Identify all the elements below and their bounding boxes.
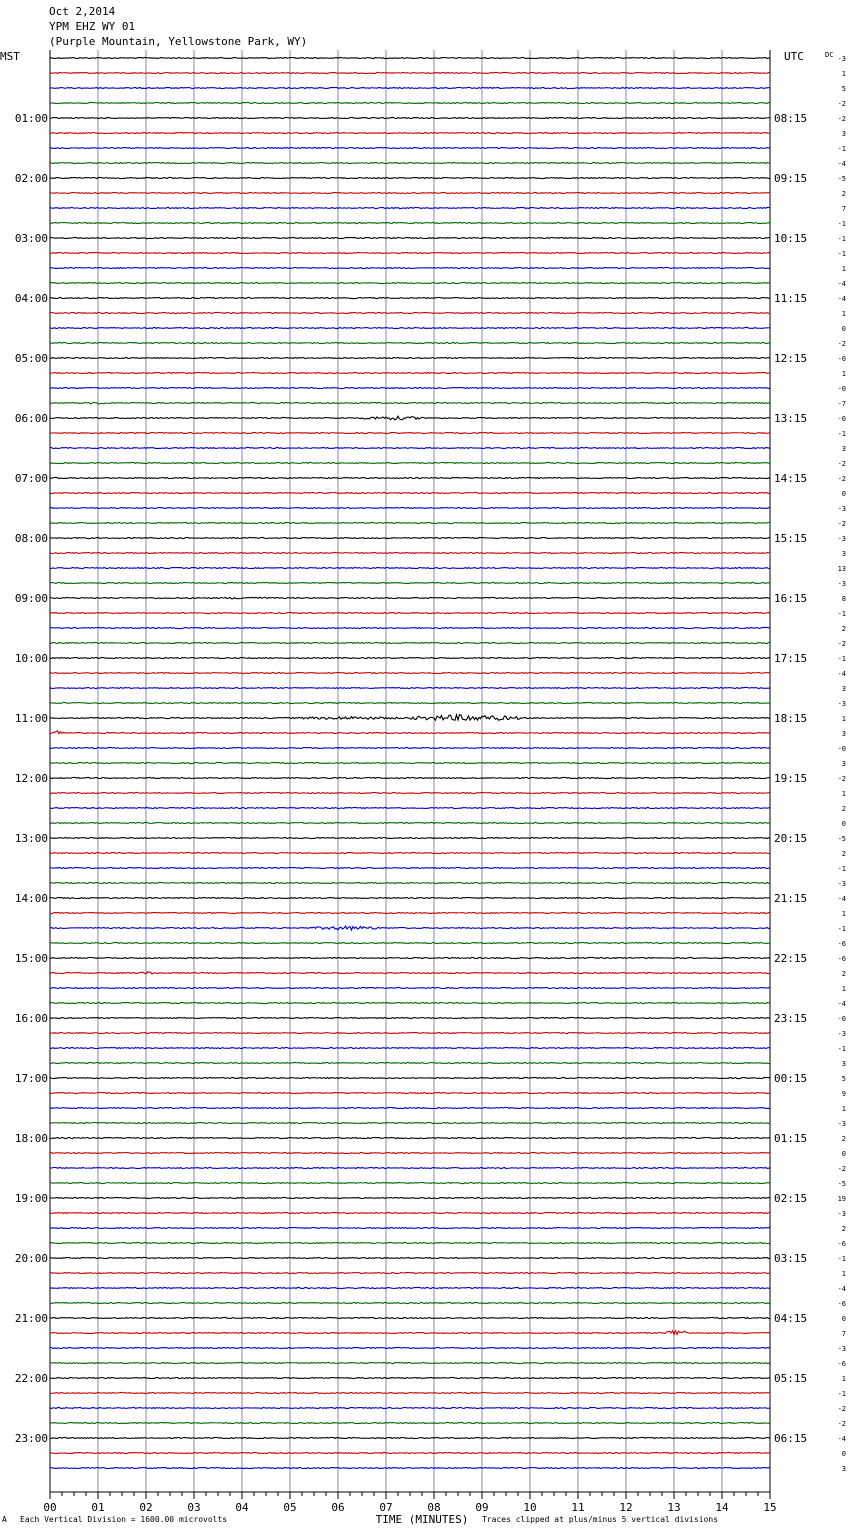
trace-line — [50, 1377, 770, 1378]
trace-line — [50, 852, 770, 853]
dc-offset-value: -2 — [837, 775, 846, 783]
dc-offset-value: -5 — [837, 1180, 846, 1188]
trace-line — [50, 582, 770, 583]
trace-line — [50, 72, 770, 73]
dc-offset-value: -3 — [837, 1120, 846, 1128]
trace-line — [50, 522, 770, 523]
trace-line — [50, 1392, 770, 1393]
dc-offset-value: -5 — [837, 175, 846, 183]
trace-line — [50, 1362, 770, 1363]
dc-header: DC — [825, 51, 834, 59]
dc-offset-value: -3 — [837, 1030, 846, 1038]
date-label: Oct 2,2014 — [49, 5, 116, 18]
left-hour-label: 17:00 — [14, 1072, 48, 1085]
left-hour-label: 22:00 — [14, 1372, 48, 1385]
dc-offset-value: -6 — [837, 955, 846, 963]
right-hour-label: 10:15 — [774, 232, 808, 245]
dc-offset-value: -0 — [837, 415, 846, 423]
trace-line — [50, 207, 770, 208]
dc-offset-value: -1 — [837, 220, 846, 228]
trace-line — [50, 372, 770, 373]
dc-offset-value: -4 — [837, 1435, 846, 1443]
x-axis-label: TIME (MINUTES) — [375, 1513, 469, 1526]
x-tick-label: 10 — [523, 1501, 537, 1514]
trace-line — [50, 1107, 770, 1108]
trace-line — [50, 1152, 770, 1153]
trace-line — [50, 1287, 770, 1288]
dc-offset-value: 1 — [841, 310, 846, 318]
dc-offset-value: -2 — [837, 340, 846, 348]
x-tick-label: 00 — [43, 1501, 57, 1514]
dc-offset-value: -6 — [837, 1360, 846, 1368]
left-hour-label: 04:00 — [14, 292, 48, 305]
dc-offset-value: -7 — [837, 400, 846, 408]
left-hour-label: 23:00 — [14, 1432, 48, 1445]
dc-offset-value: 19 — [837, 1195, 846, 1203]
left-hour-label: 09:00 — [14, 592, 48, 605]
x-tick-label: 13 — [667, 1501, 681, 1514]
right-hour-label: 02:15 — [774, 1192, 808, 1205]
trace-line — [50, 777, 770, 778]
trace-line — [50, 1062, 770, 1063]
dc-offset-value: 1 — [841, 910, 846, 918]
trace-line — [50, 702, 770, 703]
dc-offset-value: 3 — [841, 445, 846, 453]
trace-line — [50, 312, 770, 313]
station-label: YPM EHZ WY 01 — [49, 20, 136, 33]
right-hour-label: 15:15 — [774, 532, 808, 545]
trace-line — [50, 612, 770, 613]
dc-offset-value: -3 — [837, 880, 846, 888]
right-hour-label: 22:15 — [774, 952, 808, 965]
trace-line — [50, 1317, 770, 1318]
trace-line — [50, 642, 770, 643]
trace-line — [50, 297, 770, 298]
dc-offset-value: 1 — [841, 985, 846, 993]
right-hour-label: 04:15 — [774, 1312, 808, 1325]
trace-line — [50, 1122, 770, 1123]
left-hour-label: 15:00 — [14, 952, 48, 965]
left-hour-label: 06:00 — [14, 412, 48, 425]
trace-line — [50, 657, 770, 658]
dc-offset-value: 0 — [841, 1150, 846, 1158]
dc-offset-value: -2 — [837, 1405, 846, 1413]
left-hour-label: 14:00 — [14, 892, 48, 905]
dc-offset-value: -0 — [837, 1015, 846, 1023]
dc-offset-value: 1 — [841, 715, 846, 723]
right-hour-label: 12:15 — [774, 352, 808, 365]
dc-offset-value: -1 — [837, 1045, 846, 1053]
trace-line — [50, 627, 770, 628]
trace-line — [50, 987, 770, 988]
x-tick-label: 12 — [619, 1501, 633, 1514]
dc-offset-value: 7 — [841, 205, 846, 213]
dc-offset-value: 1 — [841, 790, 846, 798]
location-label: (Purple Mountain, Yellowstone Park, WY) — [49, 35, 308, 48]
trace-line — [50, 162, 770, 163]
dc-offset-value: -1 — [837, 865, 846, 873]
x-tick-label: 14 — [715, 1501, 729, 1514]
dc-offset-value: -4 — [837, 670, 846, 678]
x-tick-label: 11 — [571, 1501, 585, 1514]
x-tick-label: 06 — [331, 1501, 345, 1514]
dc-offset-value: 0 — [841, 1450, 846, 1458]
trace-line — [50, 1017, 770, 1018]
trace-line — [50, 1242, 770, 1243]
dc-offset-value: -3 — [837, 580, 846, 588]
left-hour-label: 20:00 — [14, 1252, 48, 1265]
dc-offset-value: 3 — [841, 760, 846, 768]
trace-line — [50, 222, 770, 223]
trace-line — [50, 402, 770, 404]
x-tick-label: 09 — [475, 1501, 489, 1514]
dc-offset-value: -5 — [837, 835, 846, 843]
dc-offset-value: -6 — [837, 1300, 846, 1308]
dc-offset-value: 8 — [841, 595, 846, 603]
trace-line — [50, 1467, 770, 1468]
trace-line — [50, 942, 770, 943]
trace-line — [50, 867, 770, 868]
right-hour-label: 17:15 — [774, 652, 808, 665]
left-hour-label: 07:00 — [14, 472, 48, 485]
dc-offset-value: -3 — [837, 700, 846, 708]
dc-offset-value: 3 — [841, 1465, 846, 1473]
dc-offset-value: 13 — [837, 565, 846, 573]
dc-offset-value: -4 — [837, 280, 846, 288]
trace-line — [50, 357, 770, 358]
trace-line — [50, 327, 770, 328]
trace-line — [50, 1437, 770, 1438]
right-hour-label: 20:15 — [774, 832, 808, 845]
trace-line — [50, 387, 770, 388]
dc-offset-value: 2 — [841, 850, 846, 858]
trace-line — [50, 1452, 770, 1453]
dc-offset-value: -3 — [837, 1210, 846, 1218]
dc-offset-value: -1 — [837, 1255, 846, 1263]
right-hour-label: 05:15 — [774, 1372, 808, 1385]
trace-line — [50, 537, 770, 538]
trace-line — [50, 1032, 770, 1033]
trace-line — [50, 1422, 770, 1423]
right-hour-label: 08:15 — [774, 112, 808, 125]
dc-offset-value: 2 — [841, 1225, 846, 1233]
trace-line — [50, 416, 770, 420]
trace-line — [50, 1347, 770, 1348]
trace-line — [50, 1302, 770, 1303]
dc-offset-value: 3 — [841, 730, 846, 738]
dc-offset-value: -1 — [837, 925, 846, 933]
dc-offset-value: 5 — [841, 85, 846, 93]
right-hour-label: 06:15 — [774, 1432, 808, 1445]
right-hour-label: 14:15 — [774, 472, 808, 485]
dc-offset-value: 3 — [841, 550, 846, 558]
x-tick-label: 01 — [91, 1501, 105, 1514]
dc-offset-value: 2 — [841, 190, 846, 198]
dc-offset-value: -1 — [837, 610, 846, 618]
dc-offset-value: -0 — [837, 745, 846, 753]
trace-line — [50, 252, 770, 253]
dc-offset-value: -2 — [837, 520, 846, 528]
dc-offset-value: -4 — [837, 895, 846, 903]
dc-offset-value: -2 — [837, 1420, 846, 1428]
scale-note: Each Vertical Division = 1600.00 microvolts — [20, 1515, 228, 1524]
trace-line — [50, 926, 770, 930]
left-hour-label: 16:00 — [14, 1012, 48, 1025]
trace-line — [50, 1212, 770, 1213]
trace-line — [50, 87, 770, 88]
dc-offset-value: 0 — [841, 325, 846, 333]
trace-line — [50, 1167, 770, 1168]
trace-line — [50, 912, 770, 913]
trace-line — [50, 552, 770, 553]
trace-line — [50, 1227, 770, 1228]
dc-offset-value: 5 — [841, 1075, 846, 1083]
right-hour-label: 11:15 — [774, 292, 808, 305]
trace-line — [50, 972, 770, 974]
dc-offset-value: 2 — [841, 805, 846, 813]
left-hour-label: 05:00 — [14, 352, 48, 365]
dc-offset-value: -2 — [837, 640, 846, 648]
left-hour-label: 10:00 — [14, 652, 48, 665]
trace-line — [50, 1257, 770, 1258]
dc-offset-value: 0 — [841, 490, 846, 498]
trace-line — [50, 192, 770, 193]
left-hour-label: 08:00 — [14, 532, 48, 545]
dc-offset-value: -3 — [837, 55, 846, 63]
trace-line — [50, 462, 770, 463]
trace-line — [50, 267, 770, 268]
dc-offset-value: -1 — [837, 430, 846, 438]
left-hour-label: 18:00 — [14, 1132, 48, 1145]
dc-offset-value: -6 — [837, 940, 846, 948]
trace-line — [50, 177, 770, 178]
dc-offset-value: 1 — [841, 1270, 846, 1278]
clip-note: Traces clipped at plus/minus 5 vertical divisions — [482, 1515, 719, 1524]
trace-line — [50, 1197, 770, 1198]
x-tick-label: 15 — [763, 1501, 777, 1514]
dc-offset-value: 3 — [841, 685, 846, 693]
trace-line — [50, 1077, 770, 1078]
trace-line — [50, 597, 770, 599]
x-tick-label: 08 — [427, 1501, 441, 1514]
right-hour-label: 03:15 — [774, 1252, 808, 1265]
x-tick-label: 07 — [379, 1501, 393, 1514]
right-hour-label: 01:15 — [774, 1132, 808, 1145]
trace-line — [50, 882, 770, 883]
trace-line — [50, 567, 770, 568]
trace-line — [50, 117, 770, 118]
dc-offset-value: -2 — [837, 460, 846, 468]
trace-line — [50, 492, 770, 493]
dc-offset-value: 1 — [841, 370, 846, 378]
dc-offset-value: -1 — [837, 145, 846, 153]
right-hour-label: 09:15 — [774, 172, 808, 185]
trace-line — [50, 1002, 770, 1003]
trace-line — [50, 1047, 770, 1048]
trace-line — [50, 747, 770, 748]
dc-offset-value: -1 — [837, 1390, 846, 1398]
trace-line — [50, 507, 770, 508]
trace-line — [50, 762, 770, 763]
dc-offset-value: -3 — [837, 535, 846, 543]
dc-offset-value: -3 — [837, 505, 846, 513]
trace-line — [50, 147, 770, 148]
dc-offset-value: 3 — [841, 130, 846, 138]
dc-offset-value: 1 — [841, 265, 846, 273]
dc-offset-value: 2 — [841, 625, 846, 633]
dc-offset-value: -4 — [837, 295, 846, 303]
trace-line — [50, 132, 770, 133]
dc-offset-value: -0 — [837, 385, 846, 393]
trace-line — [50, 102, 770, 103]
right-hour-label: 13:15 — [774, 412, 808, 425]
left-timezone-label: MST — [0, 50, 20, 63]
dc-offset-value: -2 — [837, 1165, 846, 1173]
trace-line — [50, 807, 770, 808]
trace-line — [50, 447, 770, 448]
trace-line — [50, 687, 770, 688]
left-hour-label: 12:00 — [14, 772, 48, 785]
trace-line — [50, 1182, 770, 1183]
trace-line — [50, 1331, 770, 1335]
dc-offset-value: 0 — [841, 1315, 846, 1323]
trace-line — [50, 342, 770, 343]
dc-offset-value: 9 — [841, 1090, 846, 1098]
dc-offset-value: -3 — [837, 1345, 846, 1353]
trace-line — [50, 957, 770, 958]
trace-line — [50, 792, 770, 793]
dc-offset-value: 0 — [841, 820, 846, 828]
corner-mark: A — [2, 1515, 7, 1524]
left-hour-label: 01:00 — [14, 112, 48, 125]
dc-offset-value: -2 — [837, 115, 846, 123]
dc-offset-value: -0 — [837, 355, 846, 363]
left-hour-label: 21:00 — [14, 1312, 48, 1325]
dc-offset-value: 1 — [841, 1375, 846, 1383]
trace-line — [50, 822, 770, 823]
trace-line — [50, 432, 770, 433]
dc-offset-value: -1 — [837, 655, 846, 663]
trace-line — [50, 477, 770, 478]
trace-line — [50, 237, 770, 238]
right-hour-label: 18:15 — [774, 712, 808, 725]
x-tick-label: 04 — [235, 1501, 249, 1514]
trace-line — [50, 1272, 770, 1273]
right-hour-label: 23:15 — [774, 1012, 808, 1025]
dc-offset-value: -2 — [837, 475, 846, 483]
trace-line — [50, 837, 770, 838]
trace-line — [50, 57, 770, 58]
dc-offset-value: -4 — [837, 160, 846, 168]
dc-offset-value: -4 — [837, 1285, 846, 1293]
x-tick-label: 02 — [139, 1501, 153, 1514]
right-hour-label: 21:15 — [774, 892, 808, 905]
trace-line — [50, 1137, 770, 1138]
dc-offset-value: 1 — [841, 1105, 846, 1113]
dc-offset-value: 1 — [841, 70, 846, 78]
trace-line — [50, 715, 770, 721]
dc-offset-value: -6 — [837, 1240, 846, 1248]
dc-offset-value: 2 — [841, 1135, 846, 1143]
dc-offset-value: 2 — [841, 970, 846, 978]
left-hour-label: 11:00 — [14, 712, 48, 725]
trace-line — [50, 1092, 770, 1093]
right-hour-label: 00:15 — [774, 1072, 808, 1085]
dc-offset-value: -2 — [837, 100, 846, 108]
x-tick-label: 03 — [187, 1501, 201, 1514]
dc-offset-value: 7 — [841, 1330, 846, 1338]
right-hour-label: 16:15 — [774, 592, 808, 605]
right-timezone-label: UTC — [784, 50, 804, 63]
left-hour-label: 13:00 — [14, 832, 48, 845]
left-hour-label: 19:00 — [14, 1192, 48, 1205]
dc-offset-value: 3 — [841, 1060, 846, 1068]
left-hour-label: 03:00 — [14, 232, 48, 245]
trace-line — [50, 897, 770, 898]
left-hour-label: 02:00 — [14, 172, 48, 185]
trace-line — [50, 672, 770, 673]
trace-line — [50, 731, 770, 734]
dc-offset-value: -1 — [837, 250, 846, 258]
right-hour-label: 19:15 — [774, 772, 808, 785]
dc-offset-value: -1 — [837, 235, 846, 243]
trace-line — [50, 282, 770, 283]
trace-line — [50, 1407, 770, 1408]
x-tick-label: 05 — [283, 1501, 297, 1514]
dc-offset-value: -4 — [837, 1000, 846, 1008]
